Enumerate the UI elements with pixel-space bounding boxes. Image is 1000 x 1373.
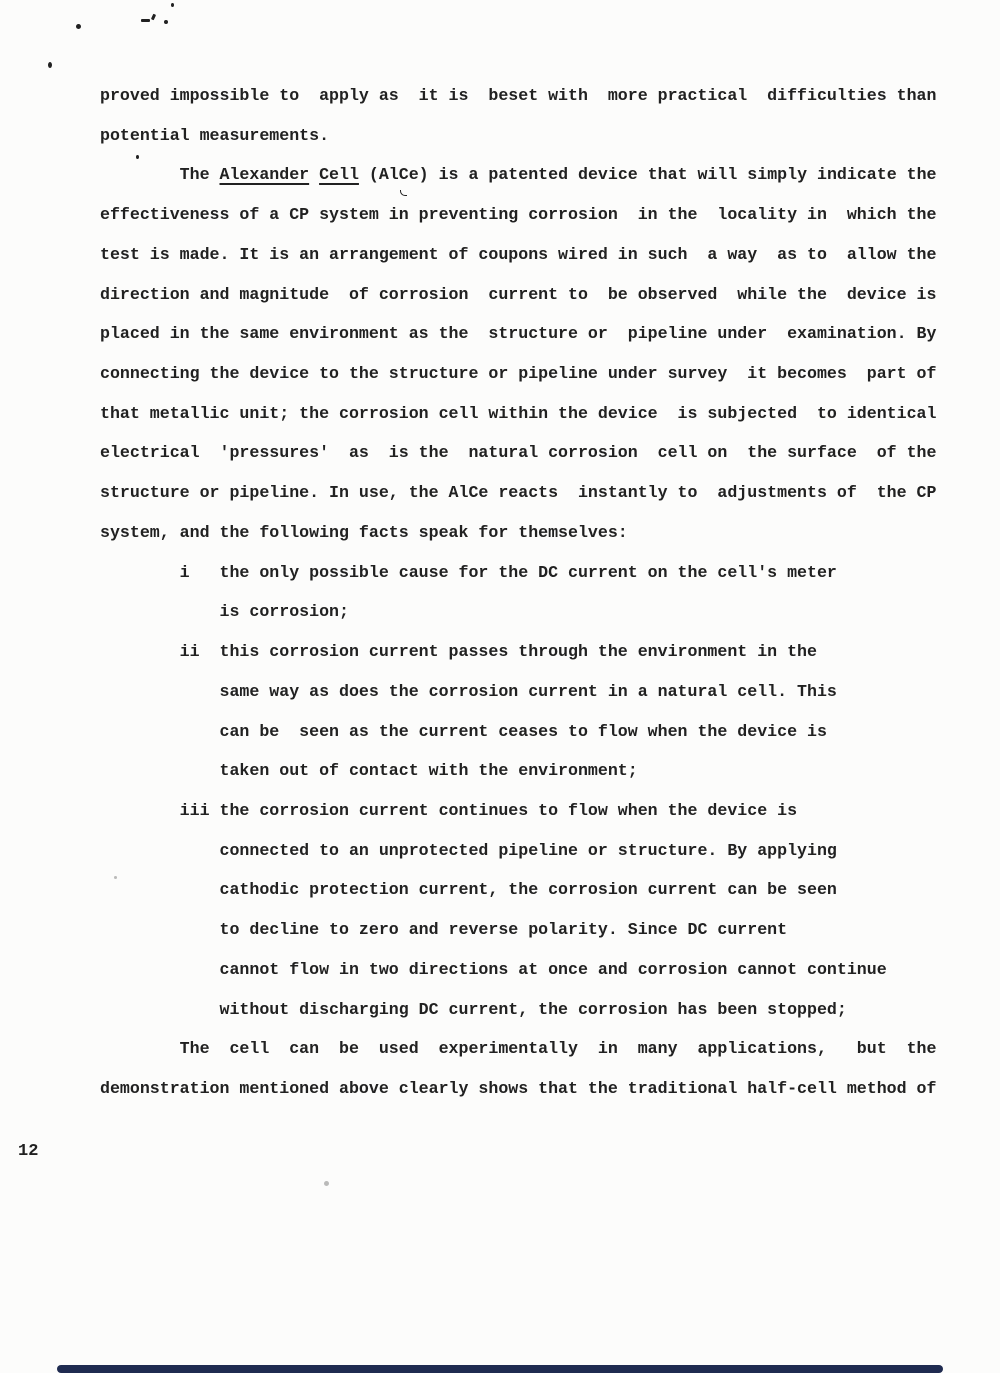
document-text [100,76,937,1109]
text-segment: potential measurements. [100,125,330,145]
scan-edge-bar [57,1365,943,1373]
scan-speck [114,876,117,879]
text-segment [309,165,319,184]
text-segment: The cell can be used experimentally in many applications, but the [100,1039,937,1059]
text-segment: iii the corrosion current continues to flow when the device is [100,800,798,820]
text-segment: connecting the device to the structure or pipeline under survey it becomes part of [100,364,937,384]
text-segment: i the only possible cause for the DC current on the cell's meter [100,562,837,582]
text-line [100,76,937,116]
page-number: 12 [18,1142,39,1161]
text-segment: direction and magnitude of corrosion current to be observed while the device is [100,284,937,304]
text-segment: test is made. It is an arrangement of coupons wired in such a way as to allow the [100,244,937,264]
text-segment: without discharging DC current, the corrosion has been stopped; [100,999,847,1019]
scan-speck [48,62,52,68]
scan-speck [76,24,81,29]
text-line [100,275,937,315]
text-line [100,394,937,434]
text-segment: ii this corrosion current passes through the environment in the [100,642,817,662]
text-segment: placed in the same environment as the structure or pipeline under examination. By [100,324,937,344]
text-segment: The [100,165,220,185]
text-line [100,910,937,950]
scan-speck [324,1181,329,1186]
text-segment: that metallic unit; the corrosion cell within the device is subjected to identical [100,403,937,423]
text-segment: can be seen as the current ceases to flow when the device is [100,721,827,741]
text-segment: system, and the following facts speak for themselves: [100,522,628,542]
text-line [100,195,937,235]
text-segment: effectiveness of a CP system in preventing corrosion in the locality in which the [100,205,937,225]
scan-speck [151,14,156,21]
scan-speck [171,3,174,7]
text-segment: demonstration mentioned above clearly shows that the traditional half-cell method of [100,1078,937,1098]
scan-speck [136,155,139,159]
text-line [100,1069,937,1109]
scan-speck [141,19,150,22]
text-segment: (AlCe) is a patented device that will simply indicate the [358,165,937,185]
text-segment: cannot flow in two directions at once and corrosion cannot continue [100,959,887,979]
text-line [100,592,937,632]
text-segment: same way as does the corrosion current in a natural cell. This [100,681,837,701]
text-segment: proved impossible to apply as it is beset with more practical difficulties than [100,86,937,105]
text-segment: electrical 'pressures' as is the natural corrosion cell on the surface of the [100,443,937,463]
text-line [100,1029,937,1069]
text-line [100,950,937,990]
text-segment: taken out of contact with the environment; [100,761,638,781]
text-segment: structure or pipeline. In use, the AlCe reacts instantly to adjustments of the CP [100,483,937,503]
text-line [100,831,937,871]
text-line [100,990,937,1030]
text-line [100,354,937,394]
text-line [100,433,937,473]
scan-speck [164,20,168,24]
text-line [100,791,937,831]
underlined-text: Cell [319,165,359,185]
underlined-text: Alexander [219,165,310,185]
text-segment: cathodic protection current, the corrosion current can be seen [100,880,837,900]
text-line [100,155,937,195]
text-line [100,314,937,354]
text-line [100,235,937,275]
text-line [100,632,937,672]
text-line [100,473,937,513]
text-line [100,513,937,553]
text-line [100,712,937,752]
text-line [100,672,937,712]
text-line [100,870,937,910]
text-line [100,553,937,593]
text-segment: connected to an unprotected pipeline or structure. By applying [100,840,837,860]
text-line [100,116,937,156]
text-segment: to decline to zero and reverse polarity. Since DC current [100,920,788,940]
text-line [100,751,937,791]
text-segment: is corrosion; [100,602,349,622]
